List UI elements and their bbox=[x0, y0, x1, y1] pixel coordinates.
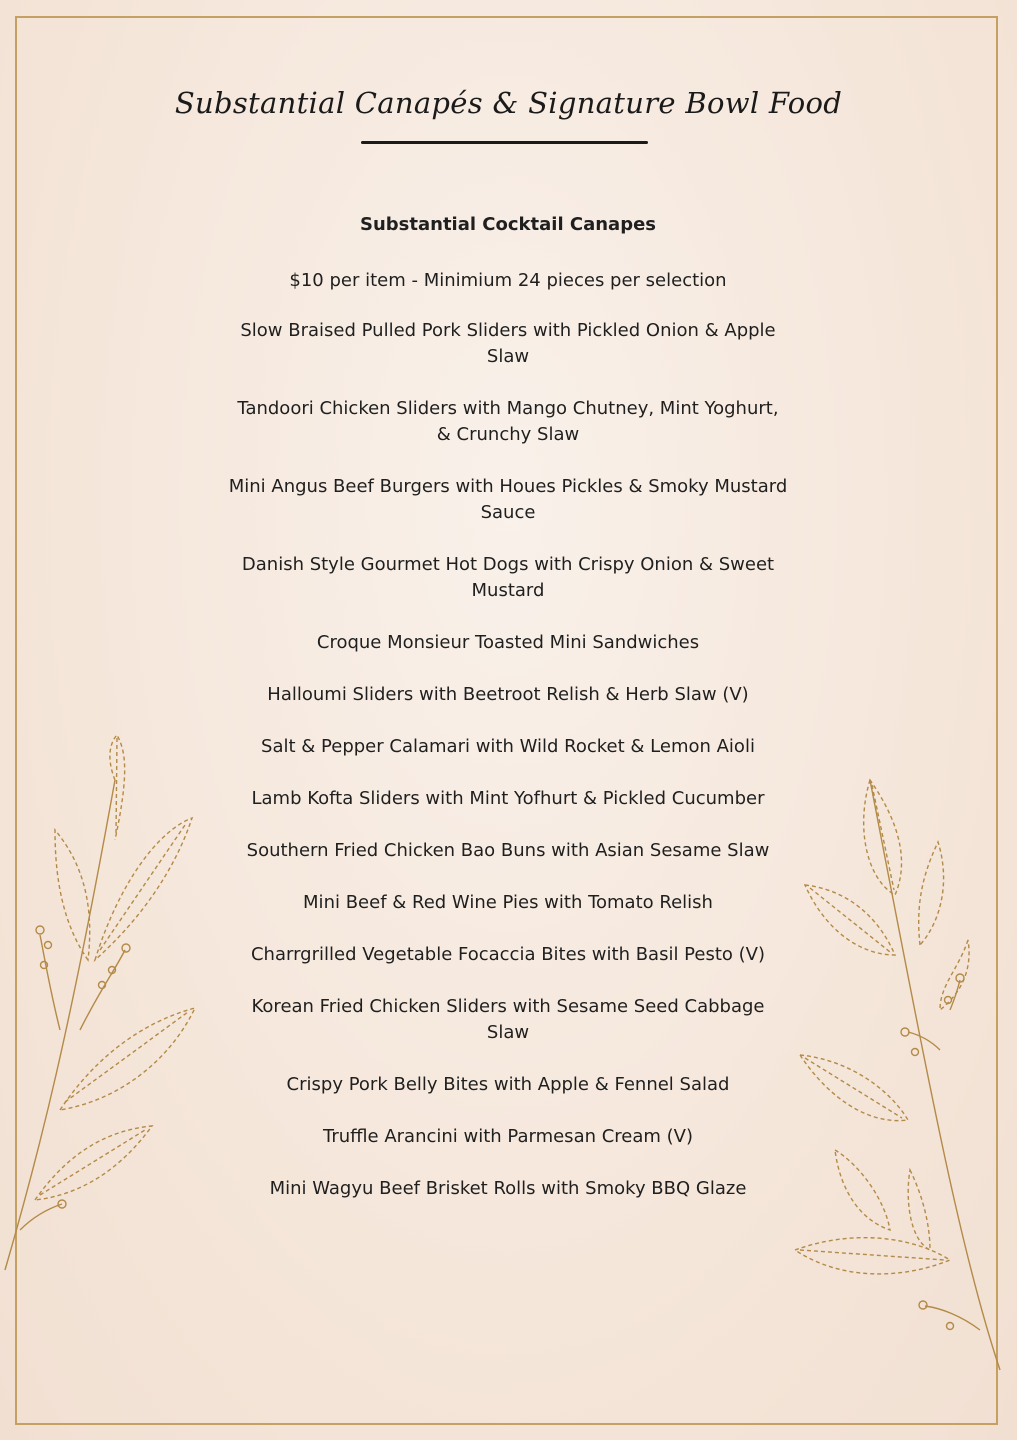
menu-item: Lamb Kofta Sliders with Mint Yofhurt & Pickled Cucumber bbox=[251, 788, 765, 809]
menu-item: Croque Monsieur Toasted Mini Sandwiches bbox=[316, 632, 700, 653]
menu-item: Korean Fried Chicken Sliders with Sesame Seed Cabbage Slaw bbox=[251, 996, 765, 1043]
menu-section bbox=[208, 210, 808, 1228]
menu-item: Danish Style Gourmet Hot Dogs with Crispy Onion & Sweet Mustard bbox=[241, 554, 775, 601]
page-title: Substantial Canapés & Signature Bowl Food bbox=[174, 86, 843, 120]
left-botanical-leaf-branch-icon bbox=[0, 730, 210, 1290]
right-botanical-leaf-branch-icon bbox=[790, 770, 1010, 1390]
menu-item: Charrgrilled Vegetable Focaccia Bites with Basil Pesto (V) bbox=[250, 944, 765, 965]
menu-item: Slow Braised Pulled Pork Sliders with Pickled Onion & Apple Slaw bbox=[240, 320, 776, 367]
menu-item: Crispy Pork Belly Bites with Apple & Fennel Salad bbox=[286, 1074, 730, 1095]
menu-item: Southern Fried Chicken Bao Buns with Asian Sesame Slaw bbox=[246, 840, 770, 861]
menu-items-list bbox=[208, 318, 808, 1202]
menu-item: Halloumi Sliders with Beetroot Relish & Herb Slaw (V) bbox=[267, 684, 749, 705]
menu-item: Truffle Arancini with Parmesan Cream (V) bbox=[322, 1126, 694, 1147]
menu-item: Salt & Pepper Calamari with Wild Rocket & Lemon Aioli bbox=[261, 736, 755, 757]
section-heading: Substantial Cocktail Canapes bbox=[360, 214, 656, 235]
menu-item: Mini Angus Beef Burgers with Houes Pickles & Smoky Mustard Sauce bbox=[228, 476, 788, 523]
pricing-note: $10 per item - Minimium 24 pieces per selection bbox=[289, 270, 727, 291]
menu-item: Tandoori Chicken Sliders with Mango Chutney, Mint Yoghurt, & Crunchy Slaw bbox=[237, 398, 779, 445]
menu-item: Mini Beef & Red Wine Pies with Tomato Relish bbox=[303, 892, 713, 913]
menu-item: Mini Wagyu Beef Brisket Rolls with Smoky BBQ Glaze bbox=[269, 1178, 747, 1199]
title-underline bbox=[361, 141, 648, 144]
